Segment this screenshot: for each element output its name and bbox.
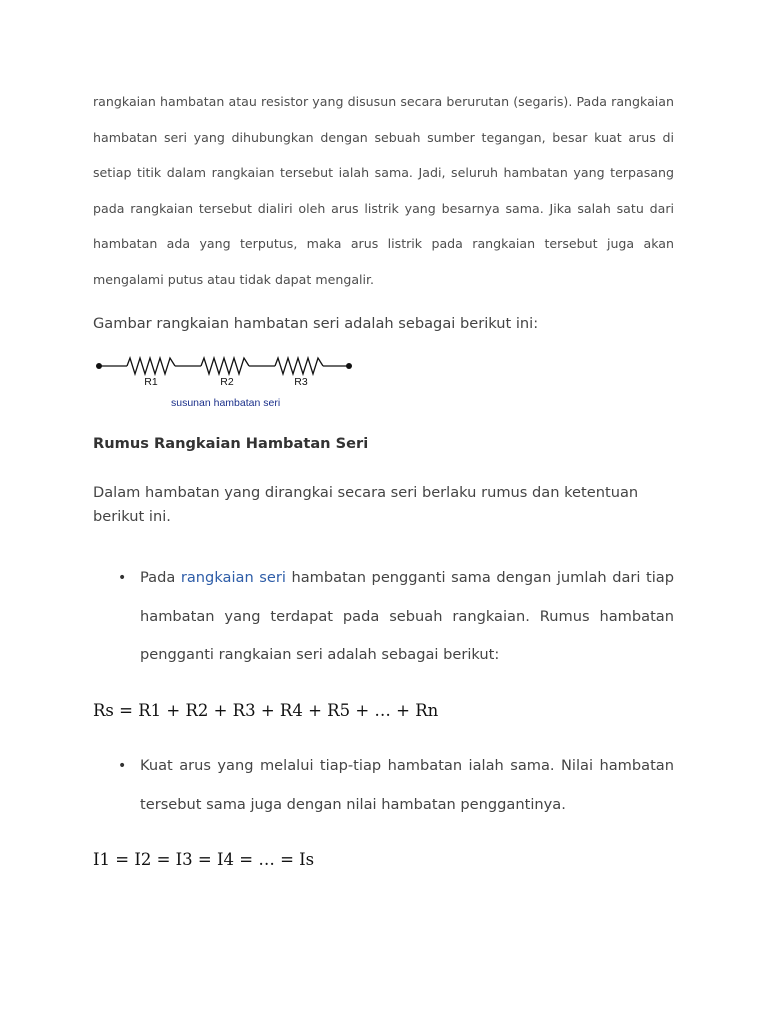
current-formula: I1 = I2 = I3 = I4 = … = Is [93, 850, 315, 869]
terminal-right [346, 363, 352, 369]
label-r3: R3 [294, 376, 308, 388]
rules-intro-paragraph: Dalam hambatan yang dirangkai secara seri berlaku rumus dan ketentuan berikut ini. [93, 484, 639, 525]
diagram-caption: susunan hambatan seri [171, 397, 281, 409]
figure-lead-text: Gambar rangkaian hambatan seri adalah sebagai berikut ini: [93, 315, 539, 332]
label-r1: R1 [144, 376, 158, 388]
section-heading: Rumus Rangkaian Hambatan Seri [93, 435, 369, 452]
rangkaian-seri-link[interactable]: rangkaian seri [180, 569, 286, 586]
bullet-text: Kuat arus yang melalui tiap-tiap hambatan ialah sama. Nilai hambatan tersebut sama juga dengan nilai hambatan penggantinya. [140, 757, 674, 813]
resistor-r2 [201, 358, 249, 374]
bullet-prefix: Pada [140, 569, 181, 586]
intro-paragraph: rangkaian hambatan atau resistor yang disusun secara berurutan (segaris). Pada rangkaian hambatan seri yang dihubungkan dengan sebuah sumber tegangan, besar kuat arus di setiap titik dalam rangkaian tersebut ialah sama. Jadi, seluruh hambatan yang terpasang pada rangkaian tersebut dialiri oleh arus listrik yang besarnya sama. Jika salah satu dari hambatan ada yang terputus, maka arus listrik pada rangkaian tersebut juga akan mengalami putus atau tidak dapat mengalir. [93, 94, 674, 287]
resistor-r3 [275, 358, 323, 374]
list-item [118, 559, 675, 675]
resistance-formula: Rs = R1 + R2 + R3 + R4 + R5 + … + Rn [93, 701, 439, 720]
bullet-text: hambatan pengganti sama dengan jumlah dari tiap hambatan yang terdapat pada sebuah rangkaian. Rumus hambatan pengganti rangkaian seri adalah sebagai berikut: [140, 569, 675, 663]
series-circuit-svg [95, 352, 365, 414]
series-resistor-diagram [95, 352, 365, 418]
label-r2: R2 [220, 376, 234, 388]
bullet-icon: • [118, 758, 127, 774]
list-item [118, 747, 674, 824]
bullet-icon: • [118, 570, 127, 586]
resistor-r1 [127, 358, 175, 374]
